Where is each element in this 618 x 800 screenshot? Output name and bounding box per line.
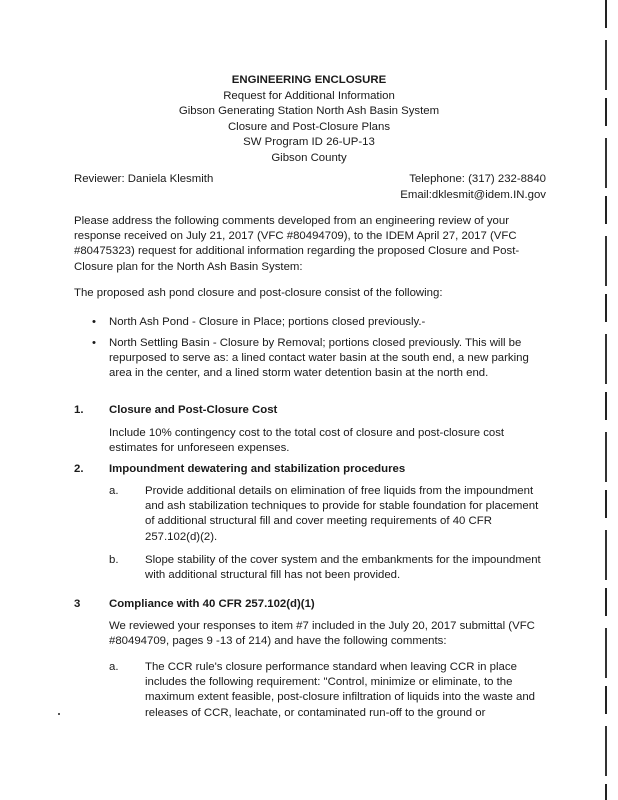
intro-paragraph: Please address the following comments developed from an engineering review of your response received on July 21, 2017 (VFC #80494709), to the IDEM April 27, 2017 (VFC #80475323) request for additional information regarding the proposed Closure and Post-Closure plan for the North Ash Basin System: — [74, 215, 520, 273]
reviewer-name: Reviewer: Daniela Klesmith — [74, 173, 214, 185]
bullet-north-ash-pond: North Ash Pond - Closure in Place; portions closed previously.- — [109, 316, 426, 328]
section-2b-label: b. — [109, 554, 119, 566]
scan-edge-artifact — [605, 0, 607, 800]
document-header — [60, 73, 558, 166]
section-1-number: 1. — [74, 404, 84, 416]
header-program-id: SW Program ID 26-UP-13 — [243, 136, 375, 148]
header-county: Gibson County — [271, 151, 347, 164]
document-title: ENGINEERING ENCLOSURE — [231, 74, 387, 86]
section-2a-text: Provide additional details on elimination of free liquids from the impoundment and ash stabilization techniques to provide for stable foundation for placement of additional structural fill and cover meeting requirements of 40 CFR 257.102(d)(2). — [145, 485, 539, 543]
section-3-body: We reviewed your responses to item #7 included in the July 20, 2017 submittal (VFC #80494709, pages 9 -13 of 214) and have the following comments: — [109, 620, 535, 648]
section-3a-text: The CCR rule's closure performance standard when leaving CCR in place includes the following requirement: "Control, minimize or eliminate, to the maximum extent feasible, post-closure infiltration of liquids into the waste and releases of CCR, leachate, or contaminated run-off to the ground or — [145, 661, 536, 719]
section-2-title: Impoundment dewatering and stabilization procedures — [109, 463, 406, 475]
bullet-marker: • — [92, 316, 96, 328]
section-1-title: Closure and Post-Closure Cost — [109, 404, 278, 416]
contact-block — [380, 172, 546, 203]
header-subtitle-request: Request for Additional Information — [223, 89, 395, 102]
section-3-title: Compliance with 40 CFR 257.102(d)(1) — [109, 598, 315, 610]
scan-dot-artifact — [58, 713, 60, 715]
bullet-marker: • — [92, 337, 96, 349]
section-3-number: 3 — [74, 598, 81, 610]
section-2-number: 2. — [74, 463, 84, 475]
bullet-north-settling-basin: North Settling Basin - Closure by Removal; portions closed previously. This will be repurposed to serve as: a lined contact water basin at the south end, a new parking area in the center, and a lined storm water detention basin at the north end. — [109, 337, 529, 380]
section-3a-label: a. — [109, 661, 119, 673]
telephone: Telephone: (317) 232-8840 — [409, 173, 546, 185]
header-subtitle-plans: Closure and Post-Closure Plans — [227, 120, 391, 133]
header-subtitle-station: Gibson Generating Station North Ash Basin System — [178, 105, 440, 117]
section-1-body: Include 10% contingency cost to the total cost of closure and post-closure cost estimates for unforeseen expenses. — [109, 427, 505, 455]
email: Email:dklesmit@idem.IN.gov — [400, 188, 546, 201]
section-2b-text: Slope stability of the cover system and the embankments for the impoundment with additional structural fill has not been provided. — [145, 554, 541, 582]
section-2a-label: a. — [109, 485, 119, 497]
closure-intro-paragraph: The proposed ash pond closure and post-closure consist of the following: — [74, 287, 443, 299]
